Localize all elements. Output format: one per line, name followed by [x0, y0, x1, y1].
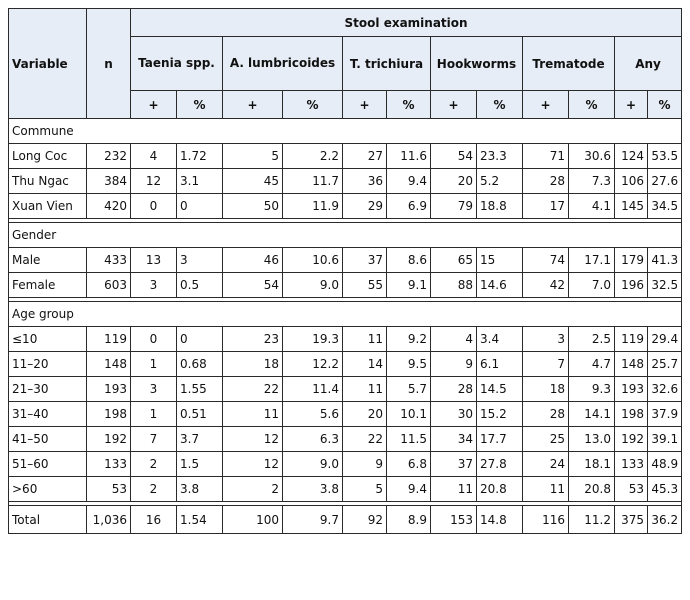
percent-cell: 10.6	[283, 248, 343, 273]
percent-cell: 17.1	[569, 248, 615, 273]
positive-count-cell: 3	[523, 327, 569, 352]
positive-count-cell: 4	[131, 144, 177, 169]
row-n: 232	[87, 144, 131, 169]
positive-count-cell: 30	[431, 402, 477, 427]
row-label: 31–40	[9, 402, 87, 427]
row-n: 420	[87, 194, 131, 219]
positive-count-cell: 50	[223, 194, 283, 219]
positive-count-header: +	[131, 91, 177, 119]
positive-count-cell: 3	[131, 273, 177, 298]
row-label: 41–50	[9, 427, 87, 452]
percent-cell: 20.8	[569, 477, 615, 502]
row-label: Long Coc	[9, 144, 87, 169]
positive-count-cell: 7	[131, 427, 177, 452]
positive-count-cell: 2	[131, 477, 177, 502]
positive-count-cell: 119	[615, 327, 648, 352]
parasite-header-hookworms: Hookworms	[431, 37, 523, 91]
parasite-header-trematode: Trematode	[523, 37, 615, 91]
positive-count-cell: 133	[615, 452, 648, 477]
percent-cell: 14.1	[569, 402, 615, 427]
positive-count-cell: 37	[343, 248, 387, 273]
total-row	[9, 506, 682, 534]
percent-cell: 13.0	[569, 427, 615, 452]
row-label: Thu Ngac	[9, 169, 87, 194]
row-n: 192	[87, 427, 131, 452]
percent-cell: 23.3	[477, 144, 523, 169]
positive-count-header: +	[523, 91, 569, 119]
positive-count-cell: 79	[431, 194, 477, 219]
percent-cell: 36.2	[648, 506, 682, 534]
positive-count-cell: 42	[523, 273, 569, 298]
positive-count-cell: 18	[223, 352, 283, 377]
positive-count-cell: 5	[343, 477, 387, 502]
stool-examination-header: Stool examination	[131, 9, 682, 37]
positive-count-cell: 28	[523, 169, 569, 194]
positive-count-cell: 1	[131, 402, 177, 427]
percent-cell: 18.8	[477, 194, 523, 219]
percent-cell: 3	[177, 248, 223, 273]
positive-count-cell: 55	[343, 273, 387, 298]
positive-count-cell: 7	[523, 352, 569, 377]
positive-count-cell: 198	[615, 402, 648, 427]
positive-count-header: +	[343, 91, 387, 119]
percent-cell: 6.9	[387, 194, 431, 219]
percent-cell: 3.7	[177, 427, 223, 452]
stool-examination-table	[8, 8, 682, 534]
percent-cell: 53.5	[648, 144, 682, 169]
positive-count-cell: 88	[431, 273, 477, 298]
positive-count-cell: 9	[431, 352, 477, 377]
percent-cell: 34.5	[648, 194, 682, 219]
percent-cell: 14.6	[477, 273, 523, 298]
positive-count-cell: 11	[343, 377, 387, 402]
positive-count-cell: 74	[523, 248, 569, 273]
section-header-row	[9, 119, 682, 144]
positive-count-cell: 179	[615, 248, 648, 273]
positive-count-cell: 16	[131, 506, 177, 534]
percent-cell: 27.6	[648, 169, 682, 194]
percent-cell: 11.9	[283, 194, 343, 219]
percent-cell: 37.9	[648, 402, 682, 427]
percent-cell: 11.7	[283, 169, 343, 194]
positive-count-cell: 375	[615, 506, 648, 534]
positive-count-cell: 12	[131, 169, 177, 194]
positive-count-cell: 45	[223, 169, 283, 194]
section-title: Gender	[9, 223, 682, 248]
row-label: 11–20	[9, 352, 87, 377]
percent-header: %	[477, 91, 523, 119]
positive-count-cell: 12	[223, 427, 283, 452]
table-row	[9, 327, 682, 352]
percent-cell: 4.7	[569, 352, 615, 377]
parasite-header-taenia: Taenia spp.	[131, 37, 223, 91]
row-label: ≤10	[9, 327, 87, 352]
percent-cell: 9.1	[387, 273, 431, 298]
percent-cell: 8.6	[387, 248, 431, 273]
positive-count-cell: 5	[223, 144, 283, 169]
row-label: >60	[9, 477, 87, 502]
percent-cell: 17.7	[477, 427, 523, 452]
percent-cell: 9.0	[283, 273, 343, 298]
positive-count-cell: 9	[343, 452, 387, 477]
percent-header: %	[648, 91, 682, 119]
positive-count-cell: 46	[223, 248, 283, 273]
percent-cell: 6.8	[387, 452, 431, 477]
row-n: 384	[87, 169, 131, 194]
percent-cell: 15	[477, 248, 523, 273]
positive-count-cell: 54	[223, 273, 283, 298]
positive-count-cell: 37	[431, 452, 477, 477]
percent-cell: 4.1	[569, 194, 615, 219]
percent-cell: 1.72	[177, 144, 223, 169]
table-row	[9, 169, 682, 194]
row-label: 51–60	[9, 452, 87, 477]
percent-cell: 6.3	[283, 427, 343, 452]
percent-cell: 2.2	[283, 144, 343, 169]
percent-cell: 9.2	[387, 327, 431, 352]
positive-count-cell: 14	[343, 352, 387, 377]
positive-count-cell: 192	[615, 427, 648, 452]
parasite-header-trichuris: T. trichiura	[343, 37, 431, 91]
percent-cell: 11.6	[387, 144, 431, 169]
parasite-header-any: Any	[615, 37, 682, 91]
row-n: 133	[87, 452, 131, 477]
percent-header: %	[283, 91, 343, 119]
percent-cell: 9.4	[387, 169, 431, 194]
table-row	[9, 427, 682, 452]
percent-cell: 27.8	[477, 452, 523, 477]
percent-cell: 9.5	[387, 352, 431, 377]
positive-count-cell: 18	[523, 377, 569, 402]
percent-cell: 1.54	[177, 506, 223, 534]
parasite-header-ascaris: A. lumbricoides	[223, 37, 343, 91]
percent-cell: 32.5	[648, 273, 682, 298]
percent-cell: 3.8	[283, 477, 343, 502]
section-header-row	[9, 302, 682, 327]
positive-count-cell: 124	[615, 144, 648, 169]
percent-header: %	[177, 91, 223, 119]
positive-count-cell: 28	[523, 402, 569, 427]
positive-count-cell: 24	[523, 452, 569, 477]
percent-cell: 0.51	[177, 402, 223, 427]
positive-count-cell: 11	[343, 327, 387, 352]
table-row	[9, 377, 682, 402]
table-header	[9, 9, 682, 119]
percent-cell: 18.1	[569, 452, 615, 477]
variable-header: Variable	[9, 9, 87, 119]
positive-count-header: +	[431, 91, 477, 119]
percent-cell: 2.5	[569, 327, 615, 352]
positive-count-cell: 11	[223, 402, 283, 427]
row-label: Xuan Vien	[9, 194, 87, 219]
positive-count-cell: 148	[615, 352, 648, 377]
percent-cell: 19.3	[283, 327, 343, 352]
positive-count-cell: 71	[523, 144, 569, 169]
row-label: 21–30	[9, 377, 87, 402]
percent-cell: 30.6	[569, 144, 615, 169]
positive-count-cell: 22	[343, 427, 387, 452]
section-title: Commune	[9, 119, 682, 144]
positive-count-cell: 1	[131, 352, 177, 377]
percent-cell: 10.1	[387, 402, 431, 427]
percent-cell: 5.7	[387, 377, 431, 402]
percent-cell: 41.3	[648, 248, 682, 273]
positive-count-cell: 2	[131, 452, 177, 477]
percent-cell: 6.1	[477, 352, 523, 377]
positive-count-cell: 20	[343, 402, 387, 427]
positive-count-cell: 34	[431, 427, 477, 452]
positive-count-cell: 106	[615, 169, 648, 194]
percent-cell: 14.5	[477, 377, 523, 402]
positive-count-cell: 29	[343, 194, 387, 219]
percent-cell: 0	[177, 327, 223, 352]
positive-count-cell: 65	[431, 248, 477, 273]
percent-cell: 8.9	[387, 506, 431, 534]
row-n: 119	[87, 327, 131, 352]
positive-count-cell: 13	[131, 248, 177, 273]
percent-cell: 20.8	[477, 477, 523, 502]
percent-header: %	[387, 91, 431, 119]
row-n: 433	[87, 248, 131, 273]
row-n: 53	[87, 477, 131, 502]
percent-cell: 14.8	[477, 506, 523, 534]
table-row	[9, 352, 682, 377]
percent-cell: 12.2	[283, 352, 343, 377]
table-row	[9, 452, 682, 477]
table-row	[9, 248, 682, 273]
table-row	[9, 273, 682, 298]
positive-count-header: +	[615, 91, 648, 119]
row-label: Female	[9, 273, 87, 298]
positive-count-cell: 116	[523, 506, 569, 534]
positive-count-cell: 92	[343, 506, 387, 534]
positive-count-cell: 54	[431, 144, 477, 169]
positive-count-header: +	[223, 91, 283, 119]
percent-cell: 3.1	[177, 169, 223, 194]
percent-cell: 0.68	[177, 352, 223, 377]
percent-cell: 25.7	[648, 352, 682, 377]
positive-count-cell: 153	[431, 506, 477, 534]
percent-cell: 1.5	[177, 452, 223, 477]
section-header-row	[9, 223, 682, 248]
positive-count-cell: 28	[431, 377, 477, 402]
positive-count-cell: 22	[223, 377, 283, 402]
percent-cell: 3.4	[477, 327, 523, 352]
row-label: Total	[9, 506, 87, 534]
positive-count-cell: 23	[223, 327, 283, 352]
percent-cell: 32.6	[648, 377, 682, 402]
percent-cell: 0	[177, 194, 223, 219]
table-row	[9, 194, 682, 219]
percent-cell: 3.8	[177, 477, 223, 502]
positive-count-cell: 12	[223, 452, 283, 477]
percent-cell: 9.4	[387, 477, 431, 502]
positive-count-cell: 25	[523, 427, 569, 452]
percent-cell: 45.3	[648, 477, 682, 502]
positive-count-cell: 11	[523, 477, 569, 502]
row-n: 1,036	[87, 506, 131, 534]
percent-cell: 5.6	[283, 402, 343, 427]
positive-count-cell: 3	[131, 377, 177, 402]
percent-cell: 39.1	[648, 427, 682, 452]
table-row	[9, 144, 682, 169]
percent-cell: 7.0	[569, 273, 615, 298]
row-n: 148	[87, 352, 131, 377]
table-body	[9, 119, 682, 534]
percent-cell: 0.5	[177, 273, 223, 298]
percent-cell: 5.2	[477, 169, 523, 194]
percent-cell: 9.3	[569, 377, 615, 402]
positive-count-cell: 2	[223, 477, 283, 502]
positive-count-cell: 27	[343, 144, 387, 169]
positive-count-cell: 100	[223, 506, 283, 534]
positive-count-cell: 20	[431, 169, 477, 194]
positive-count-cell: 17	[523, 194, 569, 219]
positive-count-cell: 0	[131, 194, 177, 219]
positive-count-cell: 53	[615, 477, 648, 502]
percent-cell: 7.3	[569, 169, 615, 194]
percent-cell: 15.2	[477, 402, 523, 427]
positive-count-cell: 11	[431, 477, 477, 502]
percent-header: %	[569, 91, 615, 119]
table-row	[9, 477, 682, 502]
percent-cell: 9.7	[283, 506, 343, 534]
row-n: 193	[87, 377, 131, 402]
percent-cell: 29.4	[648, 327, 682, 352]
positive-count-cell: 0	[131, 327, 177, 352]
percent-cell: 48.9	[648, 452, 682, 477]
positive-count-cell: 196	[615, 273, 648, 298]
positive-count-cell: 145	[615, 194, 648, 219]
percent-cell: 11.4	[283, 377, 343, 402]
section-title: Age group	[9, 302, 682, 327]
n-header: n	[87, 9, 131, 119]
row-n: 198	[87, 402, 131, 427]
percent-cell: 11.2	[569, 506, 615, 534]
row-n: 603	[87, 273, 131, 298]
positive-count-cell: 4	[431, 327, 477, 352]
row-label: Male	[9, 248, 87, 273]
table-row	[9, 402, 682, 427]
percent-cell: 11.5	[387, 427, 431, 452]
percent-cell: 1.55	[177, 377, 223, 402]
positive-count-cell: 193	[615, 377, 648, 402]
percent-cell: 9.0	[283, 452, 343, 477]
positive-count-cell: 36	[343, 169, 387, 194]
